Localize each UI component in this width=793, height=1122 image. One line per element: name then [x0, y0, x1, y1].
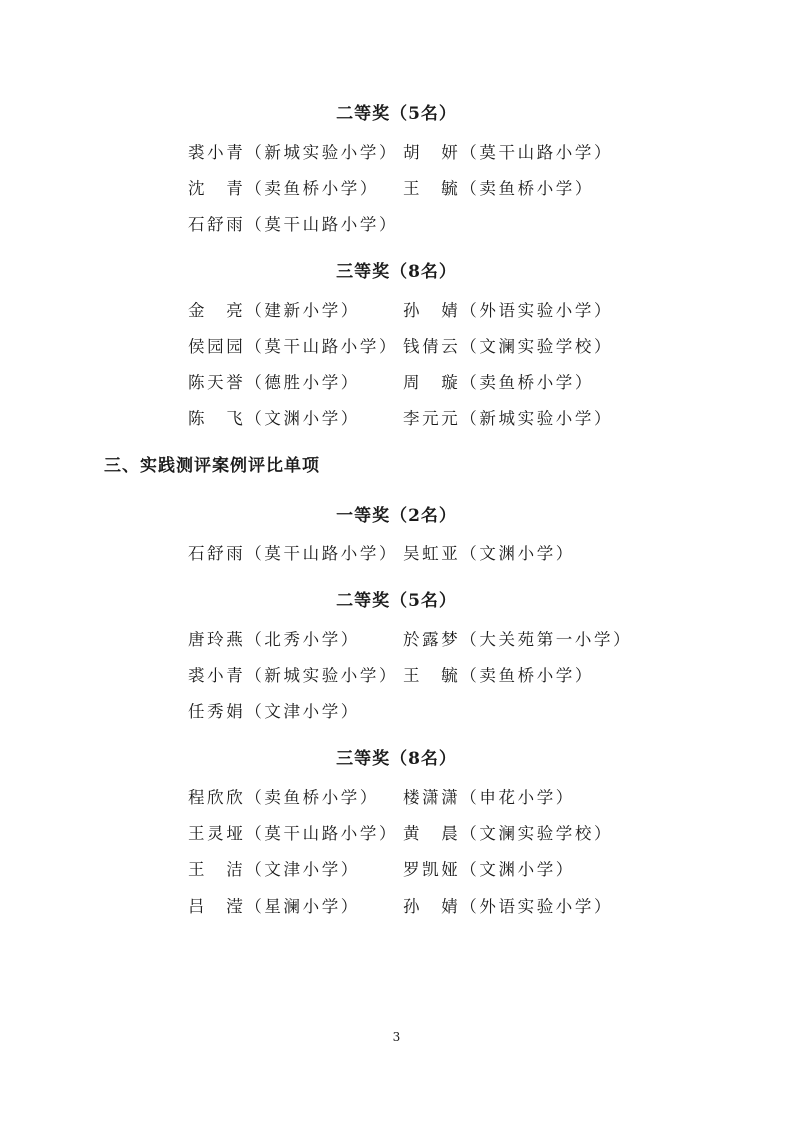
winner-s2-third-4: 钱倩云（文澜实验学校） [403, 337, 614, 356]
winner-s3-third-5: 王 洁（文津小学） [188, 860, 360, 879]
winner-s2-second-4: 王 毓（卖鱼桥小学） [403, 179, 594, 198]
winner-s2-third-6: 周 璇（卖鱼桥小学） [403, 373, 594, 392]
winner-s2-third-3: 侯园园（莫干山路小学） [188, 337, 399, 356]
winner-s3-first-1: 石舒雨（莫干山路小学） [188, 544, 399, 563]
winner-s2-second-3: 沈 青（卖鱼桥小学） [188, 179, 379, 198]
winner-s3-second-1: 唐玲燕（北秀小学） [188, 630, 360, 649]
winner-s3-second-5: 任秀娟（文津小学） [188, 702, 360, 721]
award-title-s3-first: 一等奖（2名） [336, 506, 457, 526]
section-heading-3: 三、实践测评案例评比单项 [104, 456, 320, 476]
winner-s3-second-4: 王 毓（卖鱼桥小学） [403, 666, 594, 685]
award-title-s2-second: 二等奖（5名） [336, 104, 457, 124]
winner-s2-second-1: 裘小青（新城实验小学） [188, 143, 399, 162]
winner-s3-second-3: 裘小青（新城实验小学） [188, 666, 399, 685]
page-number: 3 [392, 1030, 401, 1044]
award-title-s2-third: 三等奖（8名） [336, 262, 457, 282]
winner-s2-third-8: 李元元（新城实验小学） [403, 409, 614, 428]
award-title-s3-third: 三等奖（8名） [336, 749, 457, 769]
winner-s3-first-2: 吴虹亚（文渊小学） [403, 544, 575, 563]
winner-s2-third-2: 孙 婧（外语实验小学） [403, 301, 614, 320]
winner-s3-third-7: 吕 滢（星澜小学） [188, 897, 360, 916]
winner-s2-third-1: 金 亮（建新小学） [188, 301, 360, 320]
winner-s2-second-5: 石舒雨（莫干山路小学） [188, 215, 399, 234]
winner-s2-second-2: 胡 妍（莫干山路小学） [403, 143, 614, 162]
winner-s3-second-2: 於露梦（大关苑第一小学） [403, 630, 633, 649]
winner-s3-third-1: 程欣欣（卖鱼桥小学） [188, 788, 379, 807]
winner-s2-third-5: 陈天誉（德胜小学） [188, 373, 360, 392]
winner-s3-third-8: 孙 婧（外语实验小学） [403, 897, 614, 916]
award-title-s3-second: 二等奖（5名） [336, 591, 457, 611]
winner-s3-third-2: 楼潇潇（申花小学） [403, 788, 575, 807]
winner-s2-third-7: 陈 飞（文渊小学） [188, 409, 360, 428]
winner-s3-third-6: 罗凯娅（文渊小学） [403, 860, 575, 879]
winner-s3-third-3: 王灵垭（莫干山路小学） [188, 824, 399, 843]
winner-s3-third-4: 黄 晨（文澜实验学校） [403, 824, 614, 843]
